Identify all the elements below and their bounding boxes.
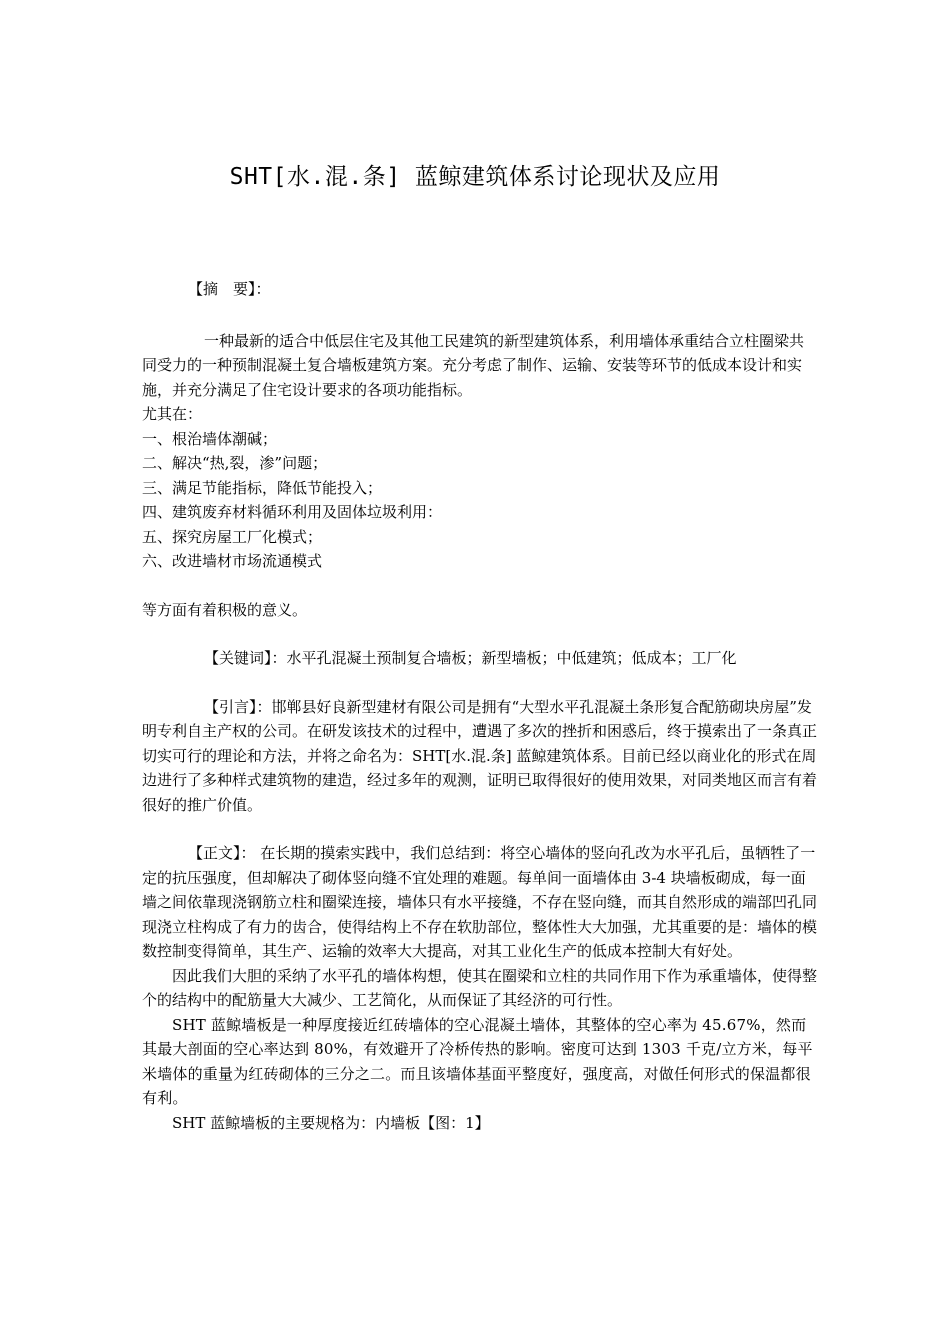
body-paragraph-3: SHT 蓝鲸墙板是一种厚度接近红砖墙体的空心混凝土墙体，其整体的空心率为 45.67%，然而其最大剖面的空心率达到 80%，有效避开了冷桥传热的影响。密度可达到 1303 千克/立方米，每平米墙体的重量为红砖砌体的三分之二。而且该墙体基面平整度好，强度高，对做任何形式的保温都很有利。 [142, 1015, 813, 1107]
body-text-1: ： 在长期的摸索实践中，我们总结到：将空心墙体的竖向孔改为水平孔后，虽牺牲了一定的抗压强度，但却解决了砌体竖向缝不宜处理的难题。每单间一面墙体由 3-4 块墙板砌成，每一面墙之间依靠现浇钢筋立柱和圈梁连接，墙体只有水平接缝，不存在竖向缝，而其自然形成的端部凹孔同现浇立柱构成了有力的齿合，使得结构上不存在软肋部位，整体性大大加强，尤其重要的是：墙体的模数控制变得简单，其生产、运输的效率大大提高，对其工业化生产的低成本控制大有好处。 [142, 844, 818, 960]
body-paragraph-4: SHT 蓝鲸墙板的主要规格为：内墙板【图：1】 [172, 1113, 490, 1132]
abstract-item-6: 六、改进墙材市场流通模式 [142, 552, 323, 570]
spacer [142, 574, 818, 598]
body-paragraph-2: 因此我们大胆的采纳了水平孔的墙体构想，使其在圈梁和立柱的共同作用下作为承重墙体，使得整个的结构中的配筋量大大减少、工艺简化，从而保证了其经济的可行性。 [142, 966, 818, 1009]
document-title: SHT[水.混.条] 蓝鲸建筑体系讨论现状及应用 [229, 164, 721, 190]
spacer [142, 622, 818, 646]
body-label: 【正文】 [188, 844, 241, 862]
keywords-paragraph [142, 646, 818, 671]
introduction-paragraph [142, 695, 818, 818]
document-body [142, 277, 818, 1135]
abstract-item-3: 三、满足节能指标，降低节能投入； [142, 478, 383, 497]
introduction-label: 【引言】 [204, 697, 257, 716]
abstract-intro: 尤其在： [142, 405, 203, 423]
abstract-closing: 等方面有着积极的意义。 [142, 600, 308, 619]
keywords-text: ：水平孔混凝土预制复合墙板；新型墙板；中低建筑；低成本；工厂化 [271, 649, 737, 667]
abstract-item-4: 四、建筑废弃材料循环利用及固体垃圾利用： [142, 503, 443, 521]
abstract-item-1: 一、根治墙体潮碱； [142, 429, 278, 448]
abstract-item-2: 二、解决“热,裂，渗”问题； [142, 454, 328, 472]
abstract-label: 【摘 要】： [188, 280, 271, 298]
abstract-paragraph: 一种最新的适合中低层住宅及其他工民建筑的新型建筑体系，利用墙体承重结合立柱圈梁共同受力的一种预制混凝土复合墙板建筑方案。充分考虑了制作、运输、安装等环节的低成本设计和实施，并充分满足了住宅设计要求的各项功能指标。 [142, 331, 805, 399]
spacer [142, 817, 818, 841]
spacer [142, 671, 818, 695]
abstract-item-5: 五、探究房屋工厂化模式； [142, 527, 323, 546]
body-paragraph-1 [142, 841, 818, 964]
keywords-label: 【关键词】 [204, 649, 272, 667]
introduction-text: ：邯郸县好良新型建材有限公司是拥有“大型水平孔混凝土条形复合配筋砌块房屋”发明专利自主产权的公司。在研发该技术的过程中，遭遇了多次的挫折和困惑后，终于摸索出了一条真正切实可行的理论和方法，并将之命名为：SHT[水.混.条] 蓝鲸建筑体系。目前已经以商业化的形式在周边进行了多种样式建筑物的建造，经过多年的观测，证明已取得很好的使用效果，对同类地区而言有着很好的推广价值。 [142, 697, 818, 814]
